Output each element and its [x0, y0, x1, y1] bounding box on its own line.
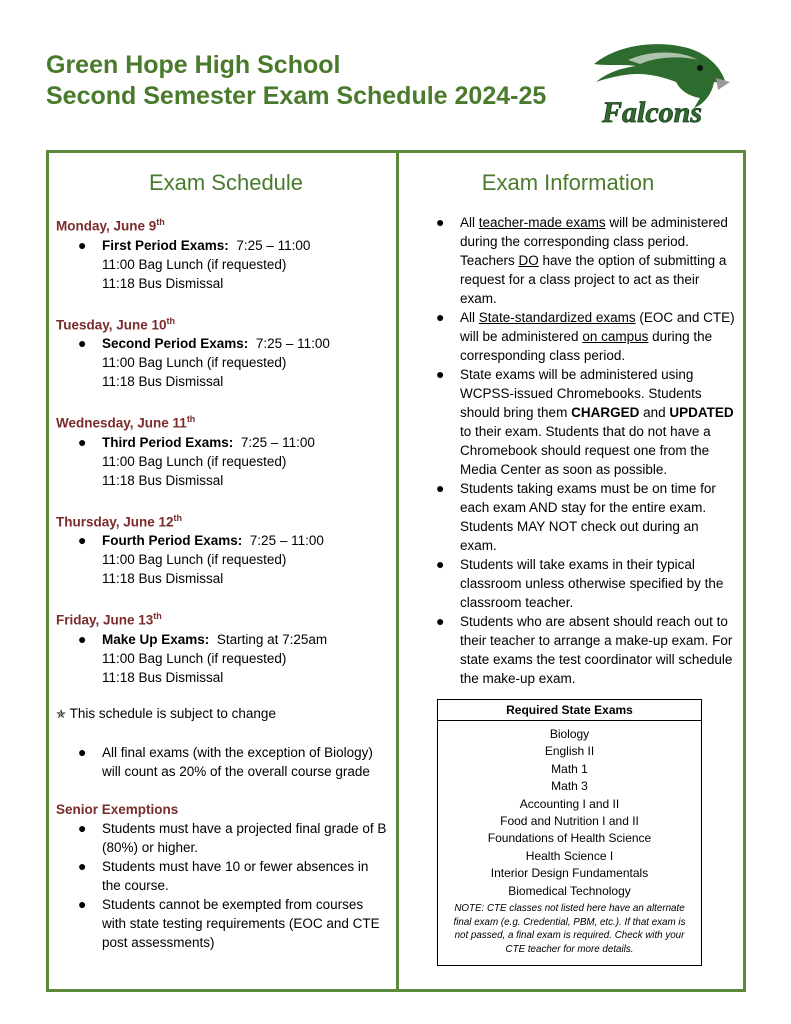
state-exam-item: Biology: [549, 727, 590, 741]
bullet-icon: ●: [436, 366, 445, 382]
content-frame: [46, 150, 746, 992]
day-block: Tuesday, June 10th ● Second Period Exams: 7:25 – 11:00 11:00 Bag Lunch (if requested) 11:18 Bus Dismissal: [56, 312, 388, 392]
bullet-icon: ●: [436, 480, 445, 496]
day-label: Wednesday, June 11: [56, 415, 187, 431]
info-item: ● All teacher-made exams will be administered during the corresponding class period. Teachers DO have the option of submitting a request for a class project to act as their exam.: [436, 214, 728, 306]
page-title: [46, 50, 546, 112]
exam-label: Fourth Period Exams:: [102, 533, 243, 548]
lunch-line: 11:00 Bag Lunch (if requested): [102, 552, 287, 567]
bullet-icon: ●: [78, 236, 87, 253]
exam-schedule-column: [56, 167, 388, 952]
state-exam-item: Math 3: [551, 779, 588, 794]
day-block: Wednesday, June 11th ● Third Period Exams: 7:25 – 11:00 11:00 Bag Lunch (if requested) 11:18 Bus Dismissal: [56, 410, 388, 490]
state-exam-item: Accounting I and II: [519, 796, 620, 811]
senior-item: Students must have 10 or fewer absences in the course.: [102, 858, 369, 893]
state-exam-item: Interior Design Fundamentals: [490, 866, 649, 881]
bus-line: 11:18 Bus Dismissal: [102, 472, 224, 488]
bullet-icon: ●: [78, 743, 87, 760]
bullet-icon: ●: [78, 433, 87, 450]
exam-label: First Period Exams:: [102, 237, 229, 253]
logo-text: Falcons: [602, 96, 703, 129]
day-label: Tuesday, June 10: [56, 317, 167, 332]
state-exam-item: Health Science I: [525, 848, 614, 863]
exam-schedule-heading: Exam Schedule: [148, 170, 304, 195]
exam-information-column: [408, 167, 740, 688]
school-name: Green Hope High School: [46, 51, 341, 79]
bus-line: 11:18 Bus Dismissal: [102, 275, 224, 291]
state-exam-item: Math 1: [551, 761, 588, 776]
lunch-line: 11:00 Bag Lunch (if requested): [102, 355, 287, 370]
exam-label: Make Up Exams:: [102, 631, 210, 647]
schedule-title: Second Semester Exam Schedule 2024-25: [46, 82, 547, 110]
exam-information-heading: Exam Information: [481, 170, 655, 195]
exam-time: 7:25 – 11:00: [255, 336, 330, 351]
day-block: Monday, June 9th ● First Period Exams: 7:25 – 11:00 11:00 Bag Lunch (if requested) 11:18 Bus Dismissal: [56, 213, 388, 293]
info-item: ● Students who are absent should reach out to their teacher to arrange a make-up exam. For state exams the test coordinator will schedule the make-up exam.: [436, 613, 733, 686]
info-item: ● All State-standardized exams (EOC and CTE) will be administered on campus during the corresponding class period.: [436, 309, 735, 363]
exam-label: Third Period Exams:: [102, 434, 234, 450]
falcons-logo: [588, 38, 734, 134]
state-exam-item: English II: [544, 744, 595, 759]
state-exams-list: [438, 721, 701, 900]
bullet-icon: ●: [436, 214, 445, 230]
info-item: ● Students will take exams in their typical classroom unless otherwise specified by the classroom teacher.: [436, 556, 724, 610]
senior-item: Students must have a projected final grade of B (80%) or higher.: [102, 820, 387, 855]
exam-time: 7:25 – 11:00: [240, 434, 315, 450]
bus-line: 11:18 Bus Dismissal: [102, 571, 224, 586]
day-label: Friday, June 13: [56, 612, 154, 628]
bullet-icon: ●: [436, 556, 445, 572]
state-exams-title: Required State Exams: [438, 700, 701, 721]
day-label: Thursday, June 12: [56, 514, 174, 529]
bullet-icon: ●: [436, 613, 445, 629]
lunch-line: 11:00 Bag Lunch (if requested): [102, 650, 287, 666]
change-note: This schedule is subject to change: [69, 705, 276, 721]
bullet-icon: ●: [78, 819, 87, 836]
exam-time: Starting at 7:25am: [216, 631, 328, 647]
bullet-icon: ●: [436, 309, 445, 325]
bullet-icon: ●: [78, 532, 87, 548]
state-exam-item: Food and Nutrition I and II: [500, 814, 639, 829]
day-block: Friday, June 13th ● Make Up Exams: Starting at 7:25am 11:00 Bag Lunch (if requested) 11:18 Bus Dismissal: [56, 607, 388, 687]
senior-item: Students cannot be exempted from courses with state testing requirements (EOC and CTE post assessments): [102, 896, 380, 950]
lunch-line: 11:00 Bag Lunch (if requested): [102, 256, 287, 272]
exam-time: 7:25 – 11:00: [249, 533, 324, 548]
senior-exemptions-heading: Senior Exemptions: [56, 801, 179, 817]
exam-time: 7:25 – 11:00: [236, 237, 311, 253]
cte-note: NOTE: CTE classes not listed here have an alternate final exam (e.g. Credential, PBM, etc.). If that exam is not passed, a final exam is required. Check with your CTE teacher for more details.: [453, 903, 686, 955]
bullet-icon: ●: [78, 895, 87, 912]
bus-line: 11:18 Bus Dismissal: [102, 374, 224, 389]
info-item: ● State exams will be administered using WCPSS-issued Chromebooks. Students should bring them CHARGED and UPDATED to their exam. Students that do not have a Chromebook should request one from the Media Center as soon as possible.: [436, 366, 734, 477]
star-icon: ✯: [56, 706, 67, 721]
day-block: Thursday, June 12th ● Fourth Period Exams: 7:25 – 11:00 11:00 Bag Lunch (if requested) 11:18 Bus Dismissal: [56, 509, 388, 589]
info-item: ● Students taking exams must be on time for each exam AND stay for the entire exam. Students MAY NOT check out during an exam.: [436, 480, 716, 553]
state-exam-item: Foundations of Health Science: [487, 831, 652, 846]
required-state-exams-box: [437, 699, 702, 966]
final-exam-note: All final exams (with the exception of Biology) will count as 20% of the overall course grade: [102, 744, 373, 779]
bus-line: 11:18 Bus Dismissal: [102, 669, 224, 685]
lunch-line: 11:00 Bag Lunch (if requested): [102, 453, 287, 469]
state-exam-item: Biomedical Technology: [508, 883, 631, 898]
bullet-icon: ●: [78, 630, 87, 647]
column-divider: [396, 153, 399, 989]
bullet-icon: ●: [78, 335, 87, 351]
bullet-icon: ●: [78, 857, 87, 874]
exam-label: Second Period Exams:: [102, 336, 249, 351]
day-label: Monday, June 9: [56, 218, 157, 234]
